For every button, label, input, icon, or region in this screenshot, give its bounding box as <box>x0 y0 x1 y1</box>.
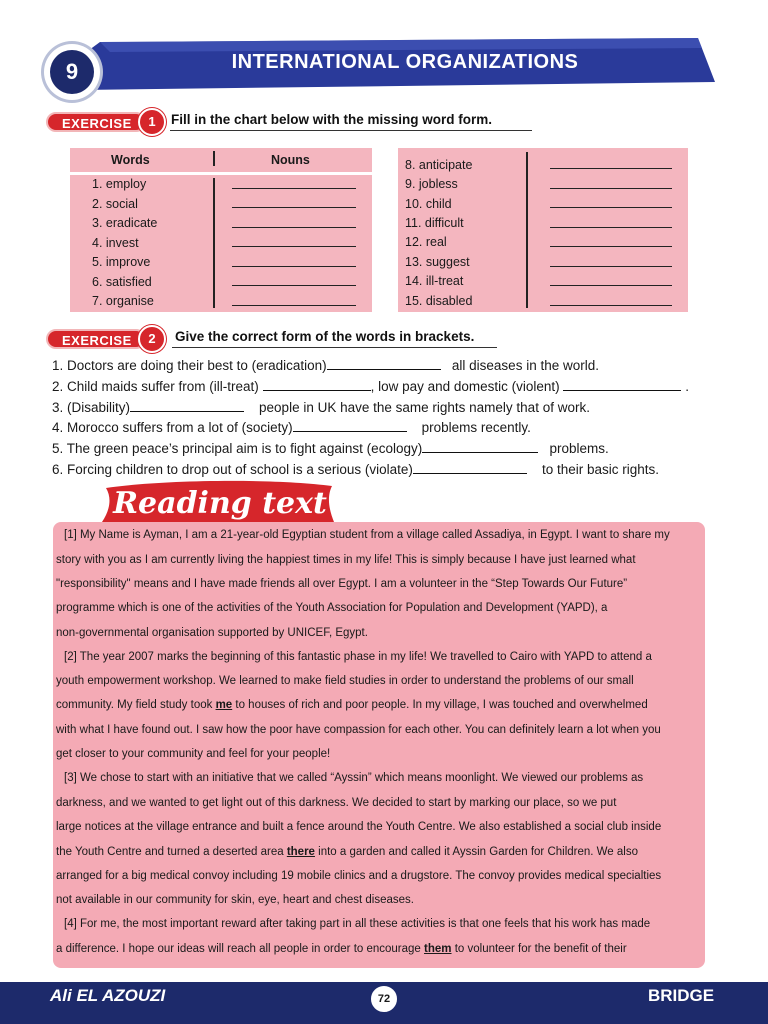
reading-title-banner <box>100 478 340 528</box>
reading-line: "responsibility" means and I have made friends all over Egypt. I am a volunteer in the “Step Towards Our Future” <box>56 578 628 590</box>
answer-blank[interactable] <box>232 188 356 189</box>
answer-blank[interactable] <box>232 266 356 267</box>
word-item: 15. disabled <box>405 294 473 308</box>
exercise-2-label: EXERCISE <box>46 329 146 349</box>
chart-header-words: Words <box>111 153 150 167</box>
reading-line: [4] For me, the most important reward after taking part in all these activities is that one feels that his work has made <box>64 918 651 930</box>
page-number: 72 <box>369 984 399 1014</box>
exercise-2-number: 2 <box>138 325 166 353</box>
sentence-5: 5. The green peace’s principal aim is to fight against (ecology) problems. <box>52 441 609 456</box>
exercise-2-underline <box>172 347 497 348</box>
sentence-6: 6. Forcing children to drop out of school is a serious (violate) to their basic rights. <box>52 462 660 477</box>
reading-line: [1] My Name is Ayman, I am a 21-year-old Egyptian student from a village called Assadiya, in Egypt. I want to share my <box>64 529 670 541</box>
answer-blank[interactable] <box>413 473 527 474</box>
chart-right-divider <box>526 152 528 308</box>
answer-blank[interactable] <box>550 188 672 189</box>
highlighted-word: them <box>424 943 452 955</box>
answer-blank[interactable] <box>232 305 356 306</box>
highlighted-word: me <box>215 699 233 711</box>
chart-header-nouns: Nouns <box>271 153 310 167</box>
reading-line: darkness, and we wanted to get light out of this darkness. We decided to start by marking our place, so we put <box>56 797 617 809</box>
exercise-1-instruction: Fill in the chart below with the missing word form. <box>171 112 493 127</box>
answer-blank[interactable] <box>293 431 407 432</box>
answer-blank[interactable] <box>550 207 672 208</box>
word-item: 10. child <box>405 197 452 211</box>
footer-brand: BRIDGE <box>648 986 715 1005</box>
reading-line: non-governmental organisation supported by UNICEF, Egypt. <box>56 627 368 639</box>
answer-blank[interactable] <box>563 390 681 391</box>
answer-blank[interactable] <box>263 390 371 391</box>
highlighted-word: there <box>286 846 315 858</box>
reading-line: large notices at the village entrance and built a fence around the Youth Centre. We also established a social club inside <box>56 821 662 833</box>
exercise-1-label: EXERCISE <box>46 112 146 132</box>
reading-line: the Youth Centre and turned a deserted area there into a garden and called it Ayssin Garden for Children. We also <box>56 846 638 858</box>
word-item: 5. improve <box>92 255 151 269</box>
sentence-4: 4. Morocco suffers from a lot of (society) problems recently. <box>52 420 531 435</box>
word-item: 1. employ <box>92 177 147 191</box>
answer-blank[interactable] <box>550 227 672 228</box>
chart-header-divider <box>213 151 215 166</box>
reading-line: arranged for a big medical convoy including 19 mobile clinics and a drugstore. The convoy provides medical specialties <box>56 870 662 882</box>
answer-blank[interactable] <box>550 285 672 286</box>
reading-line: youth empowerment workshop. We learned to make field studies in order to understand the problems of our small <box>56 675 634 687</box>
exercise-2-instruction: Give the correct form of the words in brackets. <box>175 329 475 344</box>
word-item: 13. suggest <box>405 255 470 269</box>
answer-blank[interactable] <box>422 452 538 453</box>
word-item: 8. anticipate <box>405 158 473 172</box>
chart-left-divider <box>213 178 215 308</box>
sentence-1: 1. Doctors are doing their best to (eradication) all diseases in the world. <box>52 358 599 373</box>
answer-blank[interactable] <box>550 305 672 306</box>
word-item: 14. ill-treat <box>405 274 464 288</box>
answer-blank[interactable] <box>550 246 672 247</box>
exercise-1-number: 1 <box>138 108 166 136</box>
word-item: 3. eradicate <box>92 216 158 230</box>
reading-line: story with you as I am currently living the happiest times in my life! This is simply because I have just learned what <box>56 554 636 566</box>
exercise-1-underline <box>170 130 532 131</box>
sentence-2: 2. Child maids suffer from (ill-treat) , low pay and domestic (violent) . <box>52 379 689 394</box>
answer-blank[interactable] <box>550 168 672 169</box>
answer-blank[interactable] <box>327 369 441 370</box>
word-item: 9. jobless <box>405 177 458 191</box>
reading-line: programme which is one of the activities of the Youth Association for Population and Development (YAPD), a <box>56 602 608 614</box>
answer-blank[interactable] <box>232 246 356 247</box>
reading-title: Reading text <box>113 486 327 521</box>
reading-line: [2] The year 2007 marks the beginning of this fantastic phase in my life! We travelled to Cairo with YAPD to attend a <box>64 651 652 663</box>
answer-blank[interactable] <box>130 411 244 412</box>
word-item: 7. organise <box>92 294 154 308</box>
word-item: 12. real <box>405 235 447 249</box>
reading-line: not available in our community for skin, eye, heart and chest diseases. <box>56 894 414 906</box>
answer-blank[interactable] <box>232 285 356 286</box>
reading-line: get closer to your community and feel for your people! <box>56 748 331 760</box>
answer-blank[interactable] <box>232 227 356 228</box>
word-item: 4. invest <box>92 236 139 250</box>
word-item: 6. satisfied <box>92 275 152 289</box>
unit-number-badge <box>44 44 100 100</box>
reading-line: a difference. I hope our ideas will reach all people in order to encourage them to volunteer for the benefit of their <box>56 943 627 955</box>
reading-line: [3] We chose to start with an initiative that we called “Ayssin” which means moonlight. We viewed our problems as <box>64 772 644 784</box>
footer-author: Ali EL AZOUZI <box>50 986 166 1005</box>
sentence-3: 3. (Disability) people in UK have the same rights namely that of work. <box>52 400 590 415</box>
reading-line: community. My field study took me to houses of rich and poor people. In my village, I was touched and overwhelmed <box>56 699 648 711</box>
unit-title: INTERNATIONAL ORGANIZATIONS <box>231 51 579 73</box>
word-item: 11. difficult <box>405 216 464 230</box>
answer-blank[interactable] <box>550 266 672 267</box>
word-item: 2. social <box>92 197 138 211</box>
reading-line: with what I have found out. I saw how the poor have compassion for each other. You can definitely learn a lot when you <box>56 724 661 736</box>
unit-number: 9 <box>50 50 94 94</box>
answer-blank[interactable] <box>232 207 356 208</box>
